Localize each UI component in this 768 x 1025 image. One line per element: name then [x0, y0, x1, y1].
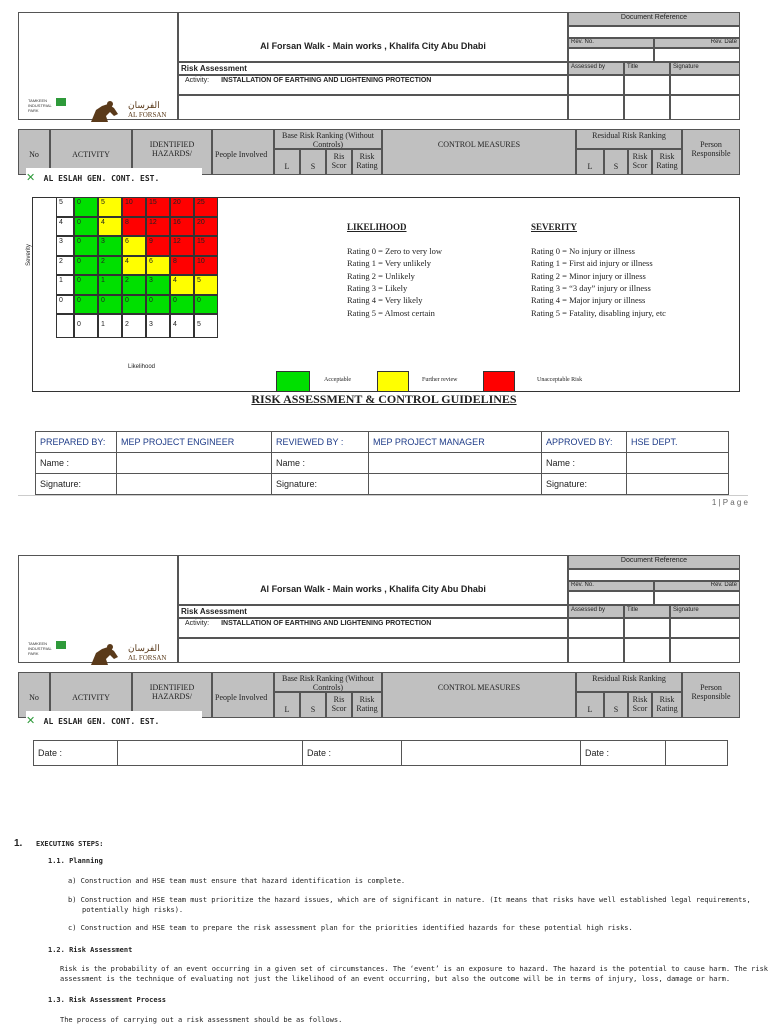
matrix-cell: 4 — [122, 256, 146, 276]
matrix-likelihood-label: 3 — [146, 314, 170, 338]
matrix-cell: 10 — [122, 197, 146, 217]
prepared-signature-label: Signature: — [36, 474, 117, 495]
likelihood-item: Rating 1 = Very unlikely — [347, 258, 431, 269]
risk-assessment-heading: 1.2. Risk Assessment — [48, 946, 133, 954]
matrix-cell: 0 — [74, 275, 98, 295]
legend-further: Further review — [422, 377, 458, 383]
likelihood-item: Rating 4 = Very likely — [347, 295, 423, 306]
assess-blank-11 — [624, 638, 670, 663]
matrix-severity-label: 1 — [56, 275, 74, 295]
likelihood-item: Rating 5 = Almost certain — [347, 307, 435, 318]
col-risk-score-2: Ris Scor — [326, 692, 352, 718]
matrix-cell: 0 — [74, 236, 98, 256]
matrix-likelihood-label: 5 — [194, 314, 218, 338]
assess-blank-1 — [568, 75, 624, 95]
project-title-2: Al Forsan Walk - Main works , Khalifa City Abu Dhabi — [260, 584, 486, 594]
severity-item: Rating 5 = Fatality, disabling injury, etc — [531, 307, 666, 318]
approved-by-label: APPROVED BY: — [542, 432, 627, 453]
matrix-cell: 8 — [170, 256, 194, 276]
header-blank — [178, 95, 568, 120]
col-s: S — [300, 149, 326, 175]
rev-blank-1 — [568, 48, 654, 62]
prepared-name-label: Name : — [36, 453, 117, 474]
assess-blank-12 — [670, 638, 740, 663]
prepared-by-label: PREPARED BY: — [36, 432, 117, 453]
signoff-table — [35, 431, 729, 495]
matrix-cell: 25 — [194, 197, 218, 217]
page-divider — [18, 495, 748, 496]
company-name: AL ESLAH GEN. CONT. EST. — [43, 174, 160, 183]
company-logo — [26, 168, 202, 188]
activity-label-2: Activity: — [185, 620, 210, 627]
col-res-s-2: S — [604, 692, 628, 718]
date-label-1: Date : — [34, 741, 118, 766]
assess-blank-6 — [670, 95, 740, 120]
severity-title: SEVERITY — [531, 222, 578, 232]
matrix-cell: 1 — [98, 275, 122, 295]
matrix-cell: 0 — [74, 197, 98, 217]
severity-item: Rating 1 = First aid injury or illness — [531, 258, 653, 269]
horse-icon — [88, 100, 122, 124]
prepared-signature-field[interactable] — [117, 474, 272, 495]
doc-ref-blank — [568, 26, 740, 38]
col-residual: Residual Risk Ranking — [576, 129, 682, 149]
col-hazards: IDENTIFIED HAZARDS/ — [132, 129, 212, 175]
approved-signature-field[interactable] — [627, 474, 729, 495]
assess-blank-4 — [568, 95, 624, 120]
planning-b1: b) Construction and HSE team must prioritize the hazard issues, which are of significant in nature. (It means that risks have well established legal requirements, — [68, 896, 751, 904]
col-activity: ACTIVITY — [50, 129, 132, 175]
legend-unacceptable: Unacceptable Risk — [537, 377, 583, 383]
assess-blank-9 — [670, 618, 740, 638]
matrix-cell: 0 — [74, 217, 98, 237]
severity-item: Rating 0 = No injury or illness — [531, 246, 635, 256]
col-no-2: No — [18, 672, 50, 718]
matrix-cell: 12 — [146, 217, 170, 237]
col-person: Person Responsible — [682, 129, 740, 175]
matrix-cell: 4 — [98, 217, 122, 237]
matrix-cell: 5 — [194, 275, 218, 295]
legend-acceptable: Acceptable — [324, 377, 351, 383]
matrix-cell: 3 — [146, 275, 170, 295]
col-people-2: People Involved — [212, 672, 274, 718]
assess-blank-2 — [624, 75, 670, 95]
matrix-likelihood-label: 4 — [170, 314, 194, 338]
col-risk-rating: Risk Rating — [352, 149, 382, 175]
alforsan-text: AL FORSAN — [128, 111, 167, 119]
planning-a: a) Construction and HSE team must ensure that hazard identification is complete. — [68, 877, 406, 885]
date-row-table — [33, 740, 728, 766]
date-field-1[interactable] — [118, 741, 303, 766]
col-base-rank-2: Base Risk Ranking (Without Controls) — [274, 672, 382, 692]
likelihood-item: Rating 3 = Likely — [347, 282, 408, 293]
likelihood-axis-label: Likelihood — [128, 364, 156, 370]
activity-value-2: INSTALLATION OF EARTHING AND LIGHTENING PROTECTION — [221, 620, 432, 627]
col-risk-score: Ris Scor — [326, 149, 352, 175]
activity-row — [178, 75, 568, 95]
date-label-3: Date : — [581, 741, 666, 766]
col-res-rating-2: Risk Rating — [652, 692, 682, 718]
activity-row-2 — [178, 618, 568, 638]
severity-item: Rating 3 = “3 day” injury or illness — [531, 282, 651, 293]
reviewed-name-field[interactable] — [369, 453, 542, 474]
doc-ref-2: Document Reference — [568, 555, 740, 569]
matrix-cell: 2 — [122, 275, 146, 295]
matrix-cell: 8 — [122, 217, 146, 237]
col-no: No — [18, 129, 50, 175]
approved-signature-label: Signature: — [542, 474, 627, 495]
matrix-severity-label: 3 — [56, 236, 74, 256]
col-l-2: L — [274, 692, 300, 718]
date-field-3[interactable] — [666, 741, 728, 766]
title-cell-2 — [178, 555, 568, 605]
matrix-likelihood-label: 1 — [98, 314, 122, 338]
matrix-severity-label: 4 — [56, 217, 74, 237]
signature-col-2: Signature — [670, 605, 740, 618]
date-field-2[interactable] — [402, 741, 581, 766]
matrix-cell: 12 — [170, 236, 194, 256]
horse-icon — [88, 643, 122, 667]
matrix-cell: 5 — [98, 197, 122, 217]
assess-blank-10 — [568, 638, 624, 663]
title-cell — [178, 12, 568, 62]
col-control-2: CONTROL MEASURES — [382, 672, 576, 718]
likelihood-item: Rating 2 = Unlikely — [347, 270, 415, 281]
title-col: Title — [624, 62, 670, 75]
matrix-cell: 15 — [146, 197, 170, 217]
col-res-l-2: L — [576, 692, 604, 718]
col-res-score-2: Risk Scor — [628, 692, 652, 718]
process-heading: 1.3. Risk Assessment Process — [48, 996, 167, 1004]
matrix-cell: 6 — [122, 236, 146, 256]
matrix-cell: 0 — [146, 295, 170, 315]
alforsan-text-2: AL FORSAN — [128, 654, 167, 662]
doc-ref: Document Reference — [568, 12, 740, 26]
col-s-2: S — [300, 692, 326, 718]
assess-blank-7 — [568, 618, 624, 638]
company-name-2: AL ESLAH GEN. CONT. EST. — [43, 717, 160, 726]
matrix-cell: 6 — [146, 256, 170, 276]
activity-label: Activity: — [185, 77, 210, 84]
header-blank-2 — [178, 638, 568, 663]
alforsan-arabic-2: الفرسان — [128, 643, 160, 653]
col-activity-2: ACTIVITY — [50, 672, 132, 718]
assess-blank-5 — [624, 95, 670, 120]
tamkeen-text: TAMKEEN INDUSTRIAL PARK — [28, 98, 52, 113]
rev-no: Rev. No. — [568, 38, 654, 48]
alforsan-logo-2 — [88, 639, 178, 669]
rev-blank-3 — [568, 591, 654, 605]
matrix-severity-label: 5 — [56, 197, 74, 217]
col-residual-2: Residual Risk Ranking — [576, 672, 682, 692]
reviewed-by-label: REVIEWED BY : — [272, 432, 369, 453]
assess-blank-8 — [624, 618, 670, 638]
rev-date: Rev. Date — [654, 38, 740, 48]
risk-assessment-label-2: Risk Assessment — [178, 605, 568, 618]
planning-heading: 1.1. Planning — [48, 857, 103, 865]
signature-col: Signature — [670, 62, 740, 75]
col-res-score: Risk Scor — [628, 149, 652, 175]
assessed-by: Assessed by — [568, 62, 624, 75]
project-title: Al Forsan Walk - Main works , Khalifa City Abu Dhabi — [260, 41, 486, 51]
reviewed-signature-label: Signature: — [272, 474, 369, 495]
assessed-by-2: Assessed by — [568, 605, 624, 618]
likelihood-item: Rating 0 = Zero to very low — [347, 246, 442, 256]
planning-b2: potentially high risks). — [82, 906, 184, 914]
col-l: L — [274, 149, 300, 175]
alforsan-logo — [88, 96, 178, 126]
matrix-cell: 20 — [170, 197, 194, 217]
approved-name-label: Name : — [542, 453, 627, 474]
matrix-cell: 4 — [170, 275, 194, 295]
matrix-cell: 0 — [170, 295, 194, 315]
guidelines-title: RISK ASSESSMENT & CONTROL GUIDELINES — [251, 392, 517, 406]
legend-yellow-swatch — [377, 371, 409, 392]
alforsan-arabic: الفرسان — [128, 100, 160, 110]
approved-name-field[interactable] — [627, 453, 729, 474]
matrix-cell: 0 — [98, 295, 122, 315]
page-number: 1 | P a g e — [711, 498, 748, 507]
col-hazards-2: IDENTIFIED HAZARDS/ — [132, 672, 212, 718]
legend-green-swatch — [276, 371, 310, 392]
section-number: 1. — [14, 838, 23, 849]
matrix-severity-label: 0 — [56, 295, 74, 315]
severity-item: Rating 2 = Minor injury or illness — [531, 270, 646, 281]
matrix-cell: 0 — [122, 295, 146, 315]
matrix-cell: 0 — [74, 256, 98, 276]
rev-no-2: Rev. No. — [568, 581, 654, 591]
legend-red-swatch — [483, 371, 515, 392]
matrix-cell: 9 — [146, 236, 170, 256]
reviewed-by-value: MEP PROJECT MANAGER — [369, 432, 542, 453]
company-icon: ✕ — [26, 715, 36, 727]
reviewed-signature-field[interactable] — [369, 474, 542, 495]
title-col-2: Title — [624, 605, 670, 618]
likelihood-title: LIKELIHOOD — [347, 222, 407, 232]
col-res-l: L — [576, 149, 604, 175]
process-paragraph: The process of carrying out a risk assessment should be as follows. — [60, 1016, 343, 1024]
col-people: People Involved — [212, 129, 274, 175]
company-logo-2 — [26, 711, 202, 731]
matrix-cell: 20 — [194, 217, 218, 237]
matrix-likelihood-label: 0 — [74, 314, 98, 338]
col-risk-rating-2: Risk Rating — [352, 692, 382, 718]
col-control: CONTROL MEASURES — [382, 129, 576, 175]
risk-assessment-label: Risk Assessment — [178, 62, 568, 75]
company-icon: ✕ — [26, 172, 36, 184]
risk-paragraph-2: assessment is the technique of evaluating not just the likelihood of an event occurring, but also the outcome will be in terms of injury, loss, damage or harm. — [60, 975, 731, 983]
approved-by-value: HSE DEPT. — [627, 432, 729, 453]
matrix-cell: 2 — [98, 256, 122, 276]
matrix-severity-label: 2 — [56, 256, 74, 276]
matrix-corner — [56, 314, 74, 338]
rev-date-2: Rev. Date — [654, 581, 740, 591]
tamkeen-logo — [28, 98, 68, 124]
date-label-2: Date : — [303, 741, 402, 766]
activity-value: INSTALLATION OF EARTHING AND LIGHTENING PROTECTION — [221, 77, 432, 84]
tamkeen-logo-2 — [28, 641, 68, 667]
severity-axis-label: Severity — [25, 244, 32, 266]
tamkeen-text-2: TAMKEEN INDUSTRIAL PARK — [28, 641, 52, 656]
rev-blank-4 — [654, 591, 740, 605]
col-person-2: Person Responsible — [682, 672, 740, 718]
risk-paragraph-1: Risk is the probability of an event occurring in a given set of circumstances. The ‘event’ is an exposure to hazard. The hazard is the potential to cause harm. The risk — [60, 965, 768, 973]
rev-blank-2 — [654, 48, 740, 62]
matrix-cell: 16 — [170, 217, 194, 237]
reviewed-name-label: Name : — [272, 453, 369, 474]
planning-c: c) Construction and HSE team to prepare the risk assessment plan for the priorities identified hazards for these potential high risks. — [68, 924, 633, 932]
matrix-likelihood-label: 2 — [122, 314, 146, 338]
doc-ref-blank-2 — [568, 569, 740, 581]
section-heading: EXECUTING STEPS: — [36, 840, 104, 848]
col-res-rating: Risk Rating — [652, 149, 682, 175]
prepared-name-field[interactable] — [117, 453, 272, 474]
matrix-cell: 15 — [194, 236, 218, 256]
matrix-cell: 3 — [98, 236, 122, 256]
prepared-by-value: MEP PROJECT ENGINEER — [117, 432, 272, 453]
matrix-cell: 0 — [194, 295, 218, 315]
col-base-rank: Base Risk Ranking (Without Controls) — [274, 129, 382, 149]
matrix-cell: 0 — [74, 295, 98, 315]
assess-blank-3 — [670, 75, 740, 95]
severity-item: Rating 4 = Major injury or illness — [531, 295, 646, 306]
matrix-cell: 10 — [194, 256, 218, 276]
col-res-s: S — [604, 149, 628, 175]
